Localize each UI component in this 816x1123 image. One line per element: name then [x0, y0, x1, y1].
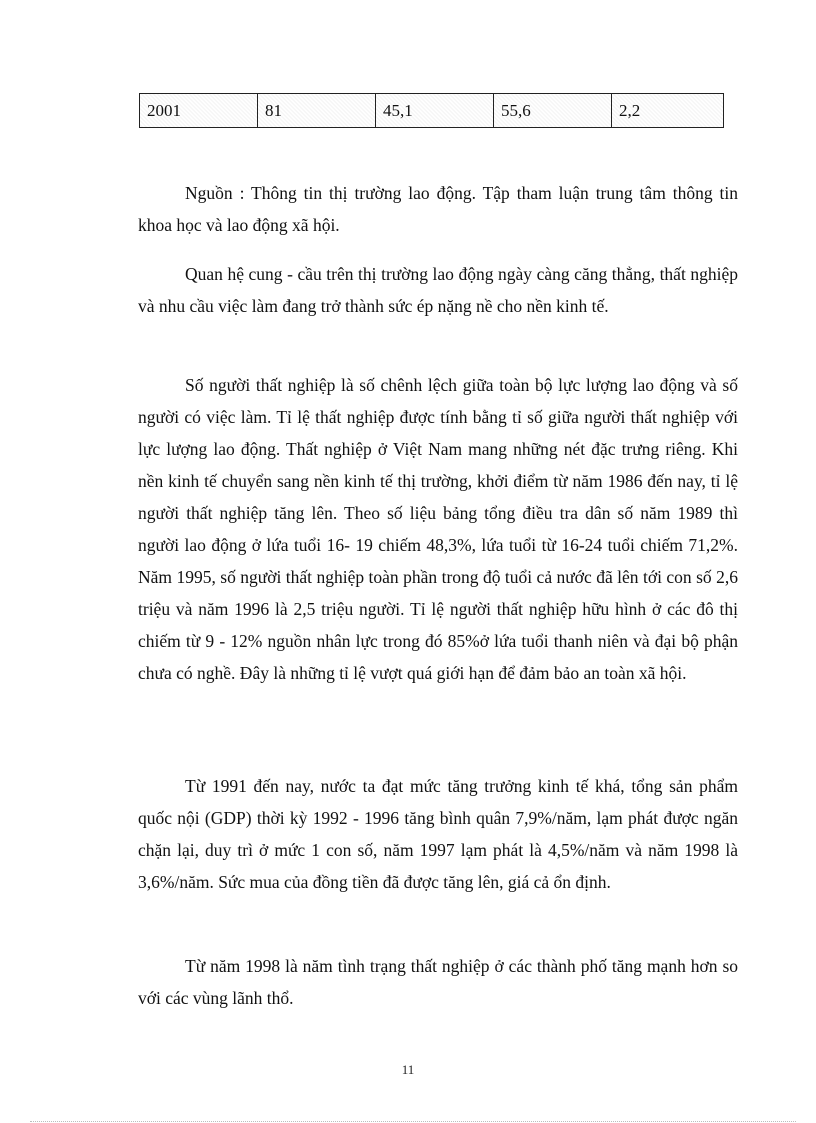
source-paragraph	[138, 177, 738, 241]
paragraph-text: Từ 1991 đến nay, nước ta đạt mức tăng trưởng kinh tế khá, tổng sản phẩm quốc nội (GDP) thời kỳ 1992 - 1996 tăng bình quân 7,9%/năm, lạm phát được ngăn chặn lại, duy trì ở mức 1 con số, năm 1997 lạm phát là 4,5%/năm và năm 1998 là 3,6%/năm. Sức mua của đồng tiền đã được tăng lên, giá cả ổn định.	[138, 776, 738, 892]
table-row	[140, 94, 724, 128]
year-1998-paragraph	[138, 950, 738, 1014]
table-cell: 45,1	[376, 94, 494, 128]
page-bottom-divider	[30, 1121, 796, 1122]
paragraph-text: Từ năm 1998 là năm tình trạng thất nghiệp ở các thành phố tăng mạnh hơn so với các vùng lãnh thổ.	[138, 956, 738, 1008]
paragraph-text: Quan hệ cung - cầu trên thị trường lao động ngày càng căng thẳng, thất nghiệp và nhu cầu việc làm đang trở thành sức ép nặng nề cho nền kinh tế.	[138, 264, 738, 316]
unemployment-paragraph	[138, 369, 738, 689]
statistics-table	[139, 93, 724, 128]
supply-demand-paragraph	[138, 258, 738, 322]
paragraph-text: Số người thất nghiệp là số chênh lệch giữa toàn bộ lực lượng lao động và số người có việc làm. Tỉ lệ thất nghiệp được tính bằng tỉ số giữa người thất nghiệp với lực lượng lao động. Thất nghiệp ở Việt Nam mang những nét đặc trưng riêng. Khi nền kinh tế chuyển sang nền kinh tế thị trường, khởi điểm từ năm 1986 đến nay, tỉ lệ người thất nghiệp tăng lên. Theo số liệu bảng tổng điều tra dân số năm 1989 thì người lao động ở lứa tuổi 16- 19 chiếm 48,3%, lứa tuổi từ 16-24 tuổi chiếm 71,2%. Năm 1995, số người thất nghiệp toàn phần trong độ tuổi cả nước đã lên tới con số 2,6 triệu và năm 1996 là 2,5 triệu người. Tỉ lệ người thất nghiệp hữu hình ở các đô thị chiếm từ 9 - 12% nguồn nhân lực trong đó 85%ở lứa tuổi thanh niên và đại bộ phận chưa có nghề. Đây là những tỉ lệ vượt quá giới hạn để đảm bảo an toàn xã hội.	[138, 375, 738, 683]
page-number: 11	[401, 1062, 415, 1077]
table-cell: 55,6	[494, 94, 612, 128]
table-cell: 2,2	[612, 94, 724, 128]
table-cell-year: 2001	[140, 94, 258, 128]
paragraph-text: Nguồn : Thông tin thị trường lao động. Tập tham luận trung tâm thông tin khoa học và lao động xã hội.	[138, 183, 738, 235]
table-cell: 81	[258, 94, 376, 128]
economic-growth-paragraph	[138, 770, 738, 898]
